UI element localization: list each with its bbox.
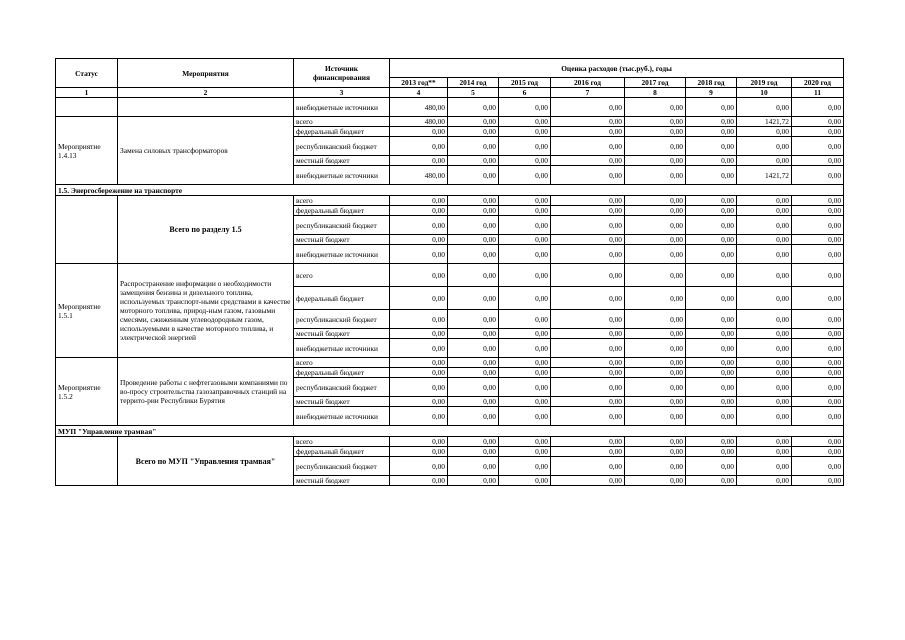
value-cell: 0,00 (390, 127, 448, 137)
value-cell: 0,00 (551, 206, 625, 216)
value-cell: 0,00 (737, 457, 792, 476)
value-cell: 0,00 (448, 447, 499, 457)
value-cell: 0,00 (792, 437, 844, 447)
value-cell: 0,00 (448, 358, 499, 368)
value-cell: 0,00 (448, 378, 499, 397)
value-cell: 0,00 (625, 287, 686, 310)
value-cell: 0,00 (499, 397, 551, 407)
value-cell: 0,00 (792, 457, 844, 476)
value-cell: 0,00 (686, 287, 737, 310)
value-cell: 0,00 (499, 166, 551, 185)
value-cell: 0,00 (737, 407, 792, 426)
value-cell: 0,00 (499, 235, 551, 245)
value-cell: 0,00 (686, 310, 737, 329)
value-cell: 0,00 (390, 329, 448, 339)
value-cell: 0,00 (448, 196, 499, 206)
value-cell: 0,00 (551, 235, 625, 245)
source-cell: республиканский бюджет (294, 216, 390, 235)
value-cell: 0,00 (551, 196, 625, 206)
value-cell: 0,00 (448, 166, 499, 185)
value-cell: 0,00 (792, 329, 844, 339)
value-cell: 0,00 (390, 235, 448, 245)
value-cell: 0,00 (792, 447, 844, 457)
value-cell: 0,00 (390, 457, 448, 476)
source-cell: всего (294, 196, 390, 206)
status-cell (56, 196, 118, 264)
value-cell: 0,00 (686, 264, 737, 287)
value-cell: 0,00 (792, 137, 844, 156)
value-cell: 0,00 (499, 196, 551, 206)
value-cell: 0,00 (792, 245, 844, 264)
value-cell: 0,00 (625, 407, 686, 426)
header-column-number: 9 (686, 88, 737, 98)
value-cell: 0,00 (625, 98, 686, 117)
source-cell: внебюджетные источники (294, 98, 390, 117)
source-cell: всего (294, 358, 390, 368)
value-cell: 0,00 (686, 358, 737, 368)
value-cell: 0,00 (686, 397, 737, 407)
value-cell: 0,00 (551, 166, 625, 185)
value-cell: 0,00 (390, 476, 448, 486)
header-year: 2016 год (551, 78, 625, 88)
value-cell: 0,00 (625, 378, 686, 397)
value-cell: 0,00 (448, 117, 499, 127)
value-cell: 0,00 (448, 476, 499, 486)
value-cell: 0,00 (625, 127, 686, 137)
value-cell: 0,00 (448, 127, 499, 137)
expense-table (55, 58, 844, 486)
table-row (56, 117, 844, 127)
header-column-number: 4 (390, 88, 448, 98)
value-cell: 0,00 (625, 447, 686, 457)
source-cell: местный бюджет (294, 329, 390, 339)
header-events: Мероприятия (118, 59, 294, 88)
value-cell: 0,00 (499, 457, 551, 476)
value-cell: 0,00 (448, 137, 499, 156)
value-cell: 480,00 (390, 117, 448, 127)
value-cell: 0,00 (737, 245, 792, 264)
value-cell: 0,00 (551, 378, 625, 397)
value-cell: 0,00 (499, 117, 551, 127)
value-cell: 0,00 (390, 397, 448, 407)
event-cell: Всего по МУП "Управления трамвая" (118, 437, 294, 486)
event-cell (118, 98, 294, 117)
value-cell: 0,00 (499, 156, 551, 166)
value-cell: 0,00 (737, 310, 792, 329)
value-cell: 0,00 (551, 358, 625, 368)
value-cell: 0,00 (551, 368, 625, 378)
value-cell: 0,00 (792, 368, 844, 378)
value-cell: 0,00 (551, 137, 625, 156)
header-column-number: 1 (56, 88, 118, 98)
value-cell: 0,00 (792, 476, 844, 486)
value-cell: 0,00 (551, 245, 625, 264)
value-cell: 0,00 (551, 98, 625, 117)
value-cell: 0,00 (390, 156, 448, 166)
table-body (56, 98, 844, 486)
value-cell: 0,00 (499, 216, 551, 235)
value-cell: 0,00 (551, 447, 625, 457)
value-cell: 0,00 (792, 98, 844, 117)
value-cell: 1421,72 (737, 117, 792, 127)
source-cell: федеральный бюджет (294, 368, 390, 378)
value-cell: 0,00 (499, 378, 551, 397)
source-cell: местный бюджет (294, 397, 390, 407)
value-cell: 0,00 (625, 358, 686, 368)
value-cell: 0,00 (390, 216, 448, 235)
document-page (55, 58, 843, 486)
value-cell: 0,00 (390, 287, 448, 310)
value-cell: 0,00 (625, 329, 686, 339)
value-cell: 0,00 (686, 98, 737, 117)
value-cell: 0,00 (737, 339, 792, 358)
source-cell: местный бюджет (294, 476, 390, 486)
value-cell: 0,00 (448, 245, 499, 264)
value-cell: 0,00 (792, 196, 844, 206)
value-cell: 0,00 (551, 310, 625, 329)
value-cell: 0,00 (686, 117, 737, 127)
value-cell: 0,00 (390, 196, 448, 206)
value-cell: 0,00 (686, 235, 737, 245)
event-cell: Распространение информации о необходимости замещения бензина и дизельного топлива, используемых транспорт-ными средствами в качестве моторного топлива, природ-ным газом, газовыми смесями, сжиженным углеводородным газом, используемыми в качестве моторного топлива, и электрической энергией (118, 264, 294, 358)
table-row (56, 196, 844, 206)
value-cell: 0,00 (686, 407, 737, 426)
source-cell: внебюджетные источники (294, 407, 390, 426)
value-cell: 480,00 (390, 166, 448, 185)
header-column-number: 6 (499, 88, 551, 98)
value-cell: 0,00 (737, 206, 792, 216)
value-cell: 0,00 (625, 310, 686, 329)
value-cell: 0,00 (792, 339, 844, 358)
source-cell: внебюджетные источники (294, 245, 390, 264)
value-cell: 0,00 (737, 196, 792, 206)
value-cell: 0,00 (737, 476, 792, 486)
value-cell: 0,00 (499, 264, 551, 287)
value-cell: 0,00 (686, 457, 737, 476)
value-cell: 0,00 (551, 397, 625, 407)
value-cell: 0,00 (448, 407, 499, 426)
status-cell: Мероприятие 1.4.13 (56, 117, 118, 185)
value-cell: 0,00 (551, 437, 625, 447)
value-cell: 0,00 (551, 476, 625, 486)
value-cell: 0,00 (499, 447, 551, 457)
value-cell: 0,00 (390, 339, 448, 358)
source-cell: внебюджетные источники (294, 339, 390, 358)
value-cell: 0,00 (499, 137, 551, 156)
value-cell: 0,00 (625, 368, 686, 378)
value-cell: 0,00 (686, 447, 737, 457)
value-cell: 0,00 (499, 206, 551, 216)
value-cell: 0,00 (499, 358, 551, 368)
header-year: 2013 год** (390, 78, 448, 88)
status-cell (56, 437, 118, 486)
event-cell: Всего по разделу 1.5 (118, 196, 294, 264)
header-year: 2020 год (792, 78, 844, 88)
value-cell: 0,00 (792, 378, 844, 397)
value-cell: 0,00 (448, 368, 499, 378)
value-cell: 0,00 (792, 397, 844, 407)
value-cell: 0,00 (686, 437, 737, 447)
value-cell: 0,00 (551, 329, 625, 339)
header-column-number: 10 (737, 88, 792, 98)
value-cell: 0,00 (551, 117, 625, 127)
header-year: 2019 год (737, 78, 792, 88)
value-cell: 0,00 (625, 196, 686, 206)
table-row (56, 98, 844, 117)
value-cell: 0,00 (737, 137, 792, 156)
header-year: 2017 год (625, 78, 686, 88)
value-cell: 0,00 (792, 117, 844, 127)
status-cell (56, 98, 118, 117)
value-cell: 0,00 (686, 378, 737, 397)
value-cell: 0,00 (499, 339, 551, 358)
value-cell: 0,00 (499, 310, 551, 329)
value-cell: 0,00 (686, 368, 737, 378)
value-cell: 0,00 (551, 407, 625, 426)
value-cell: 0,00 (625, 339, 686, 358)
value-cell: 0,00 (448, 310, 499, 329)
value-cell: 0,00 (390, 368, 448, 378)
value-cell: 0,00 (625, 166, 686, 185)
value-cell: 0,00 (448, 339, 499, 358)
value-cell: 480,00 (390, 98, 448, 117)
value-cell: 0,00 (792, 287, 844, 310)
value-cell: 0,00 (686, 166, 737, 185)
table-header (56, 59, 844, 98)
value-cell: 0,00 (792, 216, 844, 235)
header-column-number: 5 (448, 88, 499, 98)
source-cell: федеральный бюджет (294, 206, 390, 216)
value-cell: 0,00 (551, 264, 625, 287)
value-cell: 0,00 (686, 216, 737, 235)
source-cell: местный бюджет (294, 235, 390, 245)
value-cell: 0,00 (448, 287, 499, 310)
header-status: Статус (56, 59, 118, 88)
value-cell: 0,00 (737, 127, 792, 137)
value-cell: 0,00 (551, 287, 625, 310)
value-cell: 0,00 (792, 127, 844, 137)
header-source: Источник финансирования (294, 59, 390, 88)
table-row (56, 358, 844, 368)
value-cell: 0,00 (390, 447, 448, 457)
value-cell: 0,00 (625, 216, 686, 235)
value-cell: 0,00 (551, 127, 625, 137)
value-cell: 0,00 (686, 127, 737, 137)
value-cell: 0,00 (390, 358, 448, 368)
value-cell: 0,00 (737, 98, 792, 117)
event-cell: Замена силовых трансформаторов (118, 117, 294, 185)
header-year: 2018 год (686, 78, 737, 88)
value-cell: 0,00 (499, 437, 551, 447)
value-cell: 0,00 (390, 137, 448, 156)
header-year: 2015 год (499, 78, 551, 88)
value-cell: 0,00 (448, 98, 499, 117)
value-cell: 0,00 (737, 358, 792, 368)
header-column-number: 3 (294, 88, 390, 98)
value-cell: 0,00 (686, 206, 737, 216)
value-cell: 0,00 (448, 216, 499, 235)
status-cell: Мероприятие 1.5.1 (56, 264, 118, 358)
value-cell: 0,00 (737, 437, 792, 447)
source-cell: республиканский бюджет (294, 137, 390, 156)
value-cell: 0,00 (625, 264, 686, 287)
source-cell: всего (294, 437, 390, 447)
value-cell: 0,00 (737, 264, 792, 287)
value-cell: 0,00 (737, 156, 792, 166)
value-cell: 0,00 (448, 235, 499, 245)
value-cell: 0,00 (686, 196, 737, 206)
value-cell: 0,00 (625, 206, 686, 216)
value-cell: 0,00 (625, 245, 686, 264)
value-cell: 0,00 (390, 407, 448, 426)
value-cell: 0,00 (448, 397, 499, 407)
source-cell: внебюджетные источники (294, 166, 390, 185)
status-cell: Мероприятие 1.5.2 (56, 358, 118, 426)
section-row (56, 426, 844, 437)
event-cell: Проведение работы с нефтегазовыми компаниями по во-просу строительства газозаправочных станций на террито-рии Республики Бурятия (118, 358, 294, 426)
value-cell: 0,00 (448, 206, 499, 216)
value-cell: 0,00 (390, 378, 448, 397)
source-cell: федеральный бюджет (294, 447, 390, 457)
value-cell: 0,00 (737, 287, 792, 310)
value-cell: 1421,72 (737, 166, 792, 185)
value-cell: 0,00 (686, 476, 737, 486)
value-cell: 0,00 (448, 264, 499, 287)
value-cell: 0,00 (499, 98, 551, 117)
value-cell: 0,00 (792, 358, 844, 368)
value-cell: 0,00 (625, 397, 686, 407)
header-estimate: Оценка расходов (тыс.руб.), годы (390, 59, 844, 78)
value-cell: 0,00 (625, 137, 686, 156)
value-cell: 0,00 (792, 407, 844, 426)
table-row (56, 264, 844, 287)
header-column-number: 2 (118, 88, 294, 98)
value-cell: 0,00 (551, 339, 625, 358)
section-title: 1.5. Энергосбережение на транспорте (56, 185, 844, 196)
value-cell: 0,00 (737, 397, 792, 407)
value-cell: 0,00 (686, 339, 737, 358)
value-cell: 0,00 (737, 447, 792, 457)
value-cell: 0,00 (551, 457, 625, 476)
source-cell: республиканский бюджет (294, 457, 390, 476)
value-cell: 0,00 (792, 264, 844, 287)
value-cell: 0,00 (686, 156, 737, 166)
source-cell: всего (294, 117, 390, 127)
header-year: 2014 год (448, 78, 499, 88)
value-cell: 0,00 (737, 216, 792, 235)
value-cell: 0,00 (737, 235, 792, 245)
source-cell: федеральный бюджет (294, 287, 390, 310)
value-cell: 0,00 (686, 329, 737, 339)
value-cell: 0,00 (390, 206, 448, 216)
value-cell: 0,00 (737, 368, 792, 378)
value-cell: 0,00 (551, 156, 625, 166)
value-cell: 0,00 (625, 437, 686, 447)
source-cell: всего (294, 264, 390, 287)
value-cell: 0,00 (551, 216, 625, 235)
value-cell: 0,00 (390, 245, 448, 264)
value-cell: 0,00 (448, 437, 499, 447)
value-cell: 0,00 (792, 310, 844, 329)
value-cell: 0,00 (686, 137, 737, 156)
value-cell: 0,00 (625, 117, 686, 127)
table-row (56, 437, 844, 447)
section-title: МУП "Управление трамвая" (56, 426, 844, 437)
value-cell: 0,00 (737, 329, 792, 339)
header-column-number: 7 (551, 88, 625, 98)
value-cell: 0,00 (499, 476, 551, 486)
value-cell: 0,00 (625, 457, 686, 476)
value-cell: 0,00 (390, 264, 448, 287)
source-cell: федеральный бюджет (294, 127, 390, 137)
section-row (56, 185, 844, 196)
value-cell: 0,00 (792, 206, 844, 216)
source-cell: республиканский бюджет (294, 310, 390, 329)
source-cell: республиканский бюджет (294, 378, 390, 397)
source-cell: местный бюджет (294, 156, 390, 166)
value-cell: 0,00 (499, 329, 551, 339)
value-cell: 0,00 (686, 245, 737, 264)
value-cell: 0,00 (448, 156, 499, 166)
header-column-number: 8 (625, 88, 686, 98)
header-column-number: 11 (792, 88, 844, 98)
value-cell: 0,00 (625, 156, 686, 166)
value-cell: 0,00 (792, 166, 844, 185)
value-cell: 0,00 (737, 378, 792, 397)
value-cell: 0,00 (625, 476, 686, 486)
value-cell: 0,00 (390, 437, 448, 447)
value-cell: 0,00 (448, 329, 499, 339)
value-cell: 0,00 (499, 127, 551, 137)
value-cell: 0,00 (792, 156, 844, 166)
value-cell: 0,00 (390, 310, 448, 329)
value-cell: 0,00 (499, 407, 551, 426)
value-cell: 0,00 (448, 457, 499, 476)
value-cell: 0,00 (499, 287, 551, 310)
value-cell: 0,00 (792, 235, 844, 245)
value-cell: 0,00 (625, 235, 686, 245)
value-cell: 0,00 (499, 245, 551, 264)
value-cell: 0,00 (499, 368, 551, 378)
